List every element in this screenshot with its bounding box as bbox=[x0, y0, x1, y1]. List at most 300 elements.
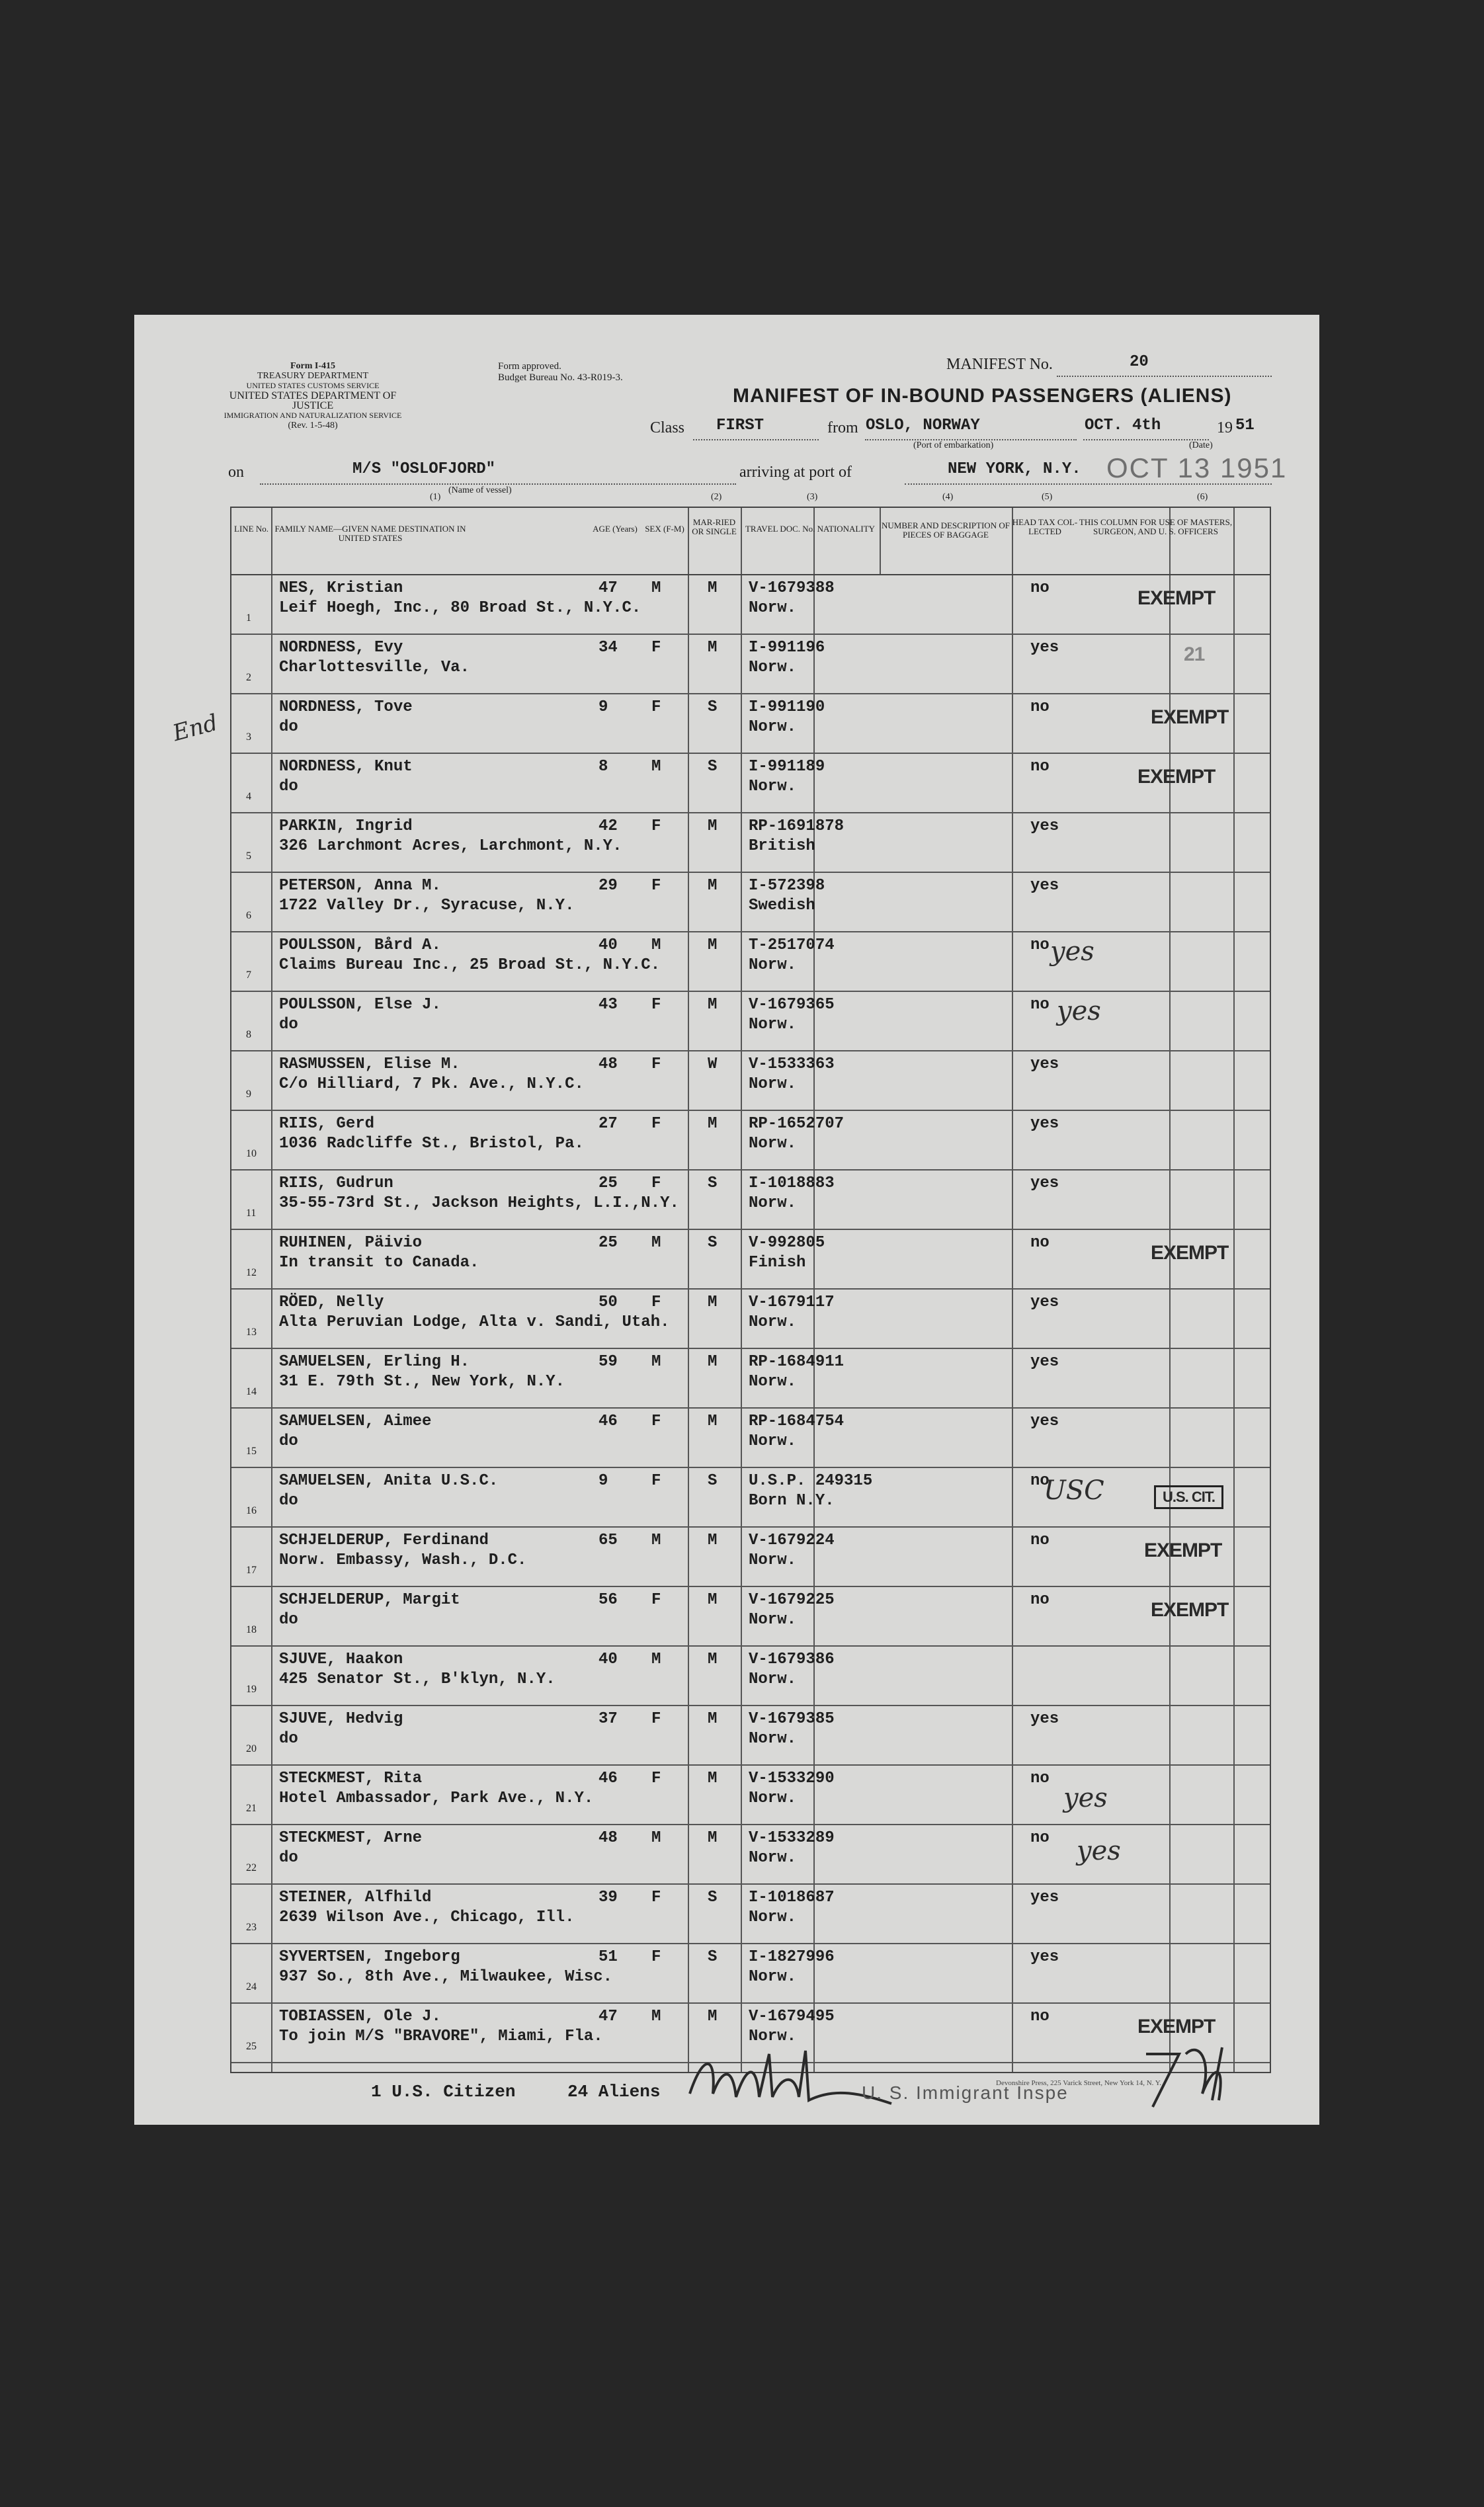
passenger-destination: In transit to Canada. bbox=[279, 1254, 479, 1272]
passenger-destination: 425 Senator St., B'klyn, N.Y. bbox=[279, 1670, 556, 1688]
passenger-destination: do bbox=[279, 778, 298, 796]
passenger-destination: 35-55-73rd St., Jackson Heights, L.I.,N.Y. bbox=[279, 1194, 679, 1212]
travel-doc-number: I-991189 bbox=[749, 758, 825, 776]
arriving-label: arriving at port of bbox=[739, 464, 852, 481]
table-row bbox=[231, 1169, 1270, 1230]
line-number: 7 bbox=[246, 969, 251, 981]
col-married: MAR-RIED OR SINGLE bbox=[692, 517, 737, 536]
marital-status: M bbox=[708, 877, 718, 895]
table-row bbox=[231, 1348, 1270, 1409]
head-tax-collected: yes bbox=[1030, 1889, 1059, 1907]
passenger-name: SCHJELDERUP, Margit bbox=[279, 1591, 460, 1609]
officer-stamp: EXEMPT bbox=[1151, 1599, 1229, 1621]
head-tax-collected: no bbox=[1030, 579, 1050, 597]
passenger-destination: do bbox=[279, 1016, 298, 1034]
passenger-sex: F bbox=[651, 1591, 661, 1609]
form-number: Form I-415 bbox=[290, 361, 336, 371]
passenger-name: SJUVE, Haakon bbox=[279, 1651, 403, 1668]
passenger-destination: Charlottesville, Va. bbox=[279, 659, 470, 677]
travel-doc-number: V-1679385 bbox=[749, 1710, 835, 1728]
passenger-destination: do bbox=[279, 1730, 298, 1748]
class-value: FIRST bbox=[716, 417, 764, 434]
travel-doc-number: V-1533363 bbox=[749, 1055, 835, 1073]
passenger-sex: M bbox=[651, 1651, 661, 1668]
passenger-age: 46 bbox=[598, 1413, 618, 1430]
passenger-name: NES, Kristian bbox=[279, 579, 403, 597]
travel-doc-number: V-992805 bbox=[749, 1234, 825, 1252]
table-row bbox=[231, 1050, 1270, 1111]
marital-status: M bbox=[708, 639, 718, 657]
head-tax-collected: no bbox=[1030, 1770, 1050, 1788]
officer-stamp: EXEMPT bbox=[1137, 766, 1216, 788]
nationality: Norw. bbox=[749, 599, 797, 617]
nationality: Norw. bbox=[749, 1016, 797, 1034]
marital-status: M bbox=[708, 1591, 718, 1609]
passenger-sex: F bbox=[651, 817, 661, 835]
line-number: 11 bbox=[246, 1208, 257, 1219]
nationality: Norw. bbox=[749, 1432, 797, 1450]
table-row bbox=[231, 1883, 1270, 1944]
marital-status: S bbox=[708, 758, 718, 776]
passenger-sex: M bbox=[651, 579, 661, 597]
nationality: Norw. bbox=[749, 778, 797, 796]
marital-status: S bbox=[708, 1889, 718, 1907]
head-tax-collected: no bbox=[1030, 1234, 1050, 1252]
passenger-age: 8 bbox=[598, 758, 608, 776]
column-number: (2) bbox=[711, 492, 722, 502]
travel-doc-number: V-1533290 bbox=[749, 1770, 835, 1788]
col-officers: THIS COLUMN FOR USE OF MASTERS, SURGEON, AND U. S. OFFICERS bbox=[1079, 517, 1233, 536]
from-label: from bbox=[827, 419, 858, 436]
table-row bbox=[231, 1586, 1270, 1647]
line-number: 2 bbox=[246, 672, 251, 683]
head-tax-collected: yes bbox=[1030, 1174, 1059, 1192]
passenger-age: 39 bbox=[598, 1889, 618, 1907]
passenger-destination: do bbox=[279, 1611, 298, 1629]
manifest-document bbox=[134, 315, 1319, 2125]
passenger-age: 25 bbox=[598, 1234, 618, 1252]
sailing-date: OCT. 4th bbox=[1085, 417, 1161, 434]
passenger-name: PETERSON, Anna M. bbox=[279, 877, 441, 895]
manifest-label: MANIFEST No. bbox=[946, 356, 1053, 373]
line-number: 23 bbox=[246, 1922, 257, 1933]
justice-department: UNITED STATES DEPARTMENT OF JUSTICE bbox=[229, 390, 397, 411]
passenger-age: 42 bbox=[598, 817, 618, 835]
officer-stamp: EXEMPT bbox=[1144, 1540, 1222, 1561]
passenger-name: SAMUELSEN, Anita U.S.C. bbox=[279, 1472, 499, 1490]
nationality: Norw. bbox=[749, 1789, 797, 1807]
nationality: Norw. bbox=[749, 1194, 797, 1212]
embarkation-caption: (Port of embarkation) bbox=[913, 440, 994, 450]
head-tax-collected: yes bbox=[1030, 1115, 1059, 1133]
line-number: 22 bbox=[246, 1862, 257, 1873]
passenger-sex: F bbox=[651, 1294, 661, 1311]
document-title: MANIFEST OF IN-BOUND PASSENGERS (ALIENS) bbox=[733, 385, 1232, 407]
line-number: 14 bbox=[246, 1386, 257, 1397]
passenger-destination: do bbox=[279, 1432, 298, 1450]
passenger-age: 48 bbox=[598, 1829, 618, 1847]
line-number: 6 bbox=[246, 910, 251, 921]
travel-doc-number: I-1018883 bbox=[749, 1174, 835, 1192]
passenger-name: RÖED, Nelly bbox=[279, 1294, 384, 1311]
inspector-initials bbox=[1139, 2034, 1239, 2114]
head-tax-collected: no bbox=[1030, 1591, 1050, 1609]
vessel-caption: (Name of vessel) bbox=[448, 485, 512, 495]
marital-status: S bbox=[708, 1472, 718, 1490]
nationality: Norw. bbox=[749, 1075, 797, 1093]
line-number: 21 bbox=[246, 1803, 257, 1814]
passenger-sex: F bbox=[651, 877, 661, 895]
nationality: Norw. bbox=[749, 956, 797, 974]
marital-status: M bbox=[708, 1829, 718, 1847]
nationality: Born N.Y. bbox=[749, 1492, 835, 1510]
passenger-name: RUHINEN, Päivio bbox=[279, 1234, 423, 1252]
col-age: AGE (Years) bbox=[593, 524, 638, 534]
line-number: 15 bbox=[246, 1446, 257, 1457]
class-label: Class bbox=[650, 419, 685, 436]
passenger-name: PARKIN, Ingrid bbox=[279, 817, 413, 835]
passenger-name: NORDNESS, Evy bbox=[279, 639, 403, 657]
passenger-destination: To join M/S "BRAVORE", Miami, Fla. bbox=[279, 2028, 603, 2045]
travel-doc-number: RP-1684911 bbox=[749, 1353, 845, 1371]
officer-stamp: EXEMPT bbox=[1151, 1242, 1229, 1264]
marital-status: S bbox=[708, 1174, 718, 1192]
passenger-age: 47 bbox=[598, 2008, 618, 2026]
passenger-name: SCHJELDERUP, Ferdinand bbox=[279, 1532, 489, 1549]
port-of-embarkation: OSLO, NORWAY bbox=[866, 417, 980, 434]
passenger-age: 9 bbox=[598, 1472, 608, 1490]
passenger-age: 48 bbox=[598, 1055, 618, 1073]
passenger-name: POULSSON, Bård A. bbox=[279, 936, 441, 954]
head-tax-collected: yes bbox=[1030, 1294, 1059, 1311]
passenger-sex: F bbox=[651, 1115, 661, 1133]
passenger-sex: F bbox=[651, 996, 661, 1014]
marital-status: W bbox=[708, 1055, 718, 1073]
table-row bbox=[231, 1943, 1270, 2004]
passenger-destination: 937 So., 8th Ave., Milwaukee, Wisc. bbox=[279, 1968, 613, 1986]
nationality: Swedish bbox=[749, 897, 815, 915]
passenger-destination: 31 E. 79th St., New York, N.Y. bbox=[279, 1373, 565, 1391]
passenger-age: 50 bbox=[598, 1294, 618, 1311]
passenger-sex: F bbox=[651, 639, 661, 657]
nationality: British bbox=[749, 837, 815, 855]
travel-doc-number: V-1679225 bbox=[749, 1591, 835, 1609]
marital-status: M bbox=[708, 996, 718, 1014]
col-travel-doc: TRAVEL DOC. No. NATIONALITY bbox=[745, 524, 876, 534]
nationality: Norw. bbox=[749, 1730, 797, 1748]
handwritten-tax-yes: yes bbox=[1077, 1836, 1121, 1866]
marital-status: S bbox=[708, 1948, 718, 1966]
passenger-destination: do bbox=[279, 1849, 298, 1867]
head-tax-collected: no bbox=[1030, 1532, 1050, 1549]
officer-stamp: EXEMPT bbox=[1137, 2016, 1216, 2037]
travel-doc-number: I-1018687 bbox=[749, 1889, 835, 1907]
col-baggage: NUMBER AND DESCRIPTION OF PIECES OF BAGGAGE bbox=[882, 520, 1010, 540]
passenger-destination: do bbox=[279, 718, 298, 736]
head-tax-collected: no bbox=[1030, 2008, 1050, 2026]
marital-status: M bbox=[708, 1651, 718, 1668]
table-row bbox=[231, 1288, 1270, 1349]
passenger-sex: M bbox=[651, 758, 661, 776]
passenger-age: 56 bbox=[598, 1591, 618, 1609]
table-row bbox=[231, 693, 1270, 754]
table-row bbox=[231, 1229, 1270, 1290]
head-tax-collected: no bbox=[1030, 1829, 1050, 1847]
officer-stamp: 21 bbox=[1184, 643, 1205, 665]
passenger-sex: F bbox=[651, 1413, 661, 1430]
marital-status: M bbox=[708, 936, 718, 954]
passenger-name: SYVERTSEN, Ingeborg bbox=[279, 1948, 460, 1966]
passenger-sex: M bbox=[651, 1234, 661, 1252]
line-number: 1 bbox=[246, 612, 251, 624]
passenger-destination: do bbox=[279, 1492, 298, 1510]
passenger-destination: 1722 Valley Dr., Syracuse, N.Y. bbox=[279, 897, 575, 915]
handwritten-tax-yes: yes bbox=[1063, 1783, 1108, 1813]
vessel-name: M/S "OSLOFJORD" bbox=[352, 460, 496, 478]
head-tax-collected: yes bbox=[1030, 877, 1059, 895]
travel-doc-number: RP-1684754 bbox=[749, 1413, 845, 1430]
table-row bbox=[231, 812, 1270, 873]
nationality: Norw. bbox=[749, 1611, 797, 1629]
form-approved: Form approved. bbox=[498, 361, 561, 372]
head-tax-collected: no bbox=[1030, 1472, 1050, 1490]
column-number: (6) bbox=[1197, 492, 1208, 502]
passenger-destination: Leif Hoegh, Inc., 80 Broad St., N.Y.C. bbox=[279, 599, 641, 617]
travel-doc-number: V-1679388 bbox=[749, 579, 835, 597]
column-number: (4) bbox=[942, 492, 954, 502]
travel-doc-number: I-1827996 bbox=[749, 1948, 835, 1966]
table-row bbox=[231, 931, 1270, 992]
passenger-sex: F bbox=[651, 1889, 661, 1907]
passenger-age: 47 bbox=[598, 579, 618, 597]
line-number: 17 bbox=[246, 1565, 257, 1576]
nationality: Finish bbox=[749, 1254, 806, 1272]
passenger-age: 37 bbox=[598, 1710, 618, 1728]
travel-doc-number: V-1679224 bbox=[749, 1532, 835, 1549]
line-number: 20 bbox=[246, 1743, 257, 1754]
table-row bbox=[231, 574, 1270, 635]
passenger-destination: 326 Larchmont Acres, Larchmont, N.Y. bbox=[279, 837, 622, 855]
line-number: 3 bbox=[246, 731, 251, 743]
treasury-department: TREASURY DEPARTMENT bbox=[257, 371, 369, 381]
passenger-name: RASMUSSEN, Elise M. bbox=[279, 1055, 460, 1073]
table-row bbox=[231, 1467, 1270, 1528]
marital-status: M bbox=[708, 817, 718, 835]
budget-bureau: Budget Bureau No. 43-R019-3. bbox=[498, 372, 623, 383]
line-number: 13 bbox=[246, 1327, 257, 1338]
passenger-sex: M bbox=[651, 1353, 661, 1371]
nationality: Norw. bbox=[749, 2028, 797, 2045]
marital-status: M bbox=[708, 1770, 718, 1788]
passenger-name: SAMUELSEN, Aimee bbox=[279, 1413, 432, 1430]
head-tax-collected: yes bbox=[1030, 1353, 1059, 1371]
table-header bbox=[231, 508, 1270, 575]
margin-note: End bbox=[169, 709, 221, 747]
line-number: 10 bbox=[246, 1148, 257, 1159]
table-row bbox=[231, 1645, 1270, 1706]
passenger-destination: Norw. Embassy, Wash., D.C. bbox=[279, 1551, 527, 1569]
nationality: Norw. bbox=[749, 659, 797, 677]
line-number: 25 bbox=[246, 2041, 257, 2052]
travel-doc-number: U.S.P. 249315 bbox=[749, 1472, 873, 1490]
table-row bbox=[231, 1110, 1270, 1171]
nationality: Norw. bbox=[749, 718, 797, 736]
nationality: Norw. bbox=[749, 1551, 797, 1569]
passenger-sex: F bbox=[651, 1174, 661, 1192]
arrival-date-stamp: OCT 13 1951 bbox=[1106, 452, 1288, 483]
passenger-name: RIIS, Gerd bbox=[279, 1115, 375, 1133]
line-number: 12 bbox=[246, 1267, 257, 1278]
marital-status: M bbox=[708, 1115, 718, 1133]
printer-credit: Devonshire Press, 225 Varick Street, New York 14, N. Y. bbox=[996, 2079, 1162, 2087]
passenger-name: NORDNESS, Knut bbox=[279, 758, 413, 776]
line-number: 18 bbox=[246, 1624, 257, 1635]
port-of-arrival: NEW YORK, N.Y. bbox=[948, 460, 1081, 478]
passenger-age: 65 bbox=[598, 1532, 618, 1549]
table-row bbox=[231, 872, 1270, 932]
travel-doc-number: V-1679365 bbox=[749, 996, 835, 1014]
marital-status: M bbox=[708, 1294, 718, 1311]
on-label: on bbox=[228, 464, 244, 481]
passenger-name: STECKMEST, Arne bbox=[279, 1829, 423, 1847]
nationality: Norw. bbox=[749, 1135, 797, 1153]
alien-count: 24 Aliens bbox=[567, 2082, 661, 2102]
passenger-sex: M bbox=[651, 1532, 661, 1549]
passenger-destination: Hotel Ambassador, Park Ave., N.Y. bbox=[279, 1789, 594, 1807]
passenger-destination: Alta Peruvian Lodge, Alta v. Sandi, Utah. bbox=[279, 1313, 670, 1331]
head-tax-collected: no bbox=[1030, 758, 1050, 776]
date-caption: (Date) bbox=[1189, 440, 1213, 450]
table-row bbox=[231, 1526, 1270, 1587]
passenger-name: RIIS, Gudrun bbox=[279, 1174, 393, 1192]
passenger-age: 40 bbox=[598, 1651, 618, 1668]
passenger-sex: F bbox=[651, 1948, 661, 1966]
head-tax-collected: yes bbox=[1030, 817, 1059, 835]
marital-status: S bbox=[708, 698, 718, 716]
travel-doc-number: I-572398 bbox=[749, 877, 825, 895]
marital-status: M bbox=[708, 579, 718, 597]
passenger-age: 34 bbox=[598, 639, 618, 657]
ins-service: IMMIGRATION AND NATURALIZATION SERVICE bbox=[224, 411, 402, 420]
passenger-sex: M bbox=[651, 2008, 661, 2026]
travel-doc-number: RP-1691878 bbox=[749, 817, 845, 835]
line-number: 8 bbox=[246, 1029, 251, 1040]
passenger-age: 29 bbox=[598, 877, 618, 895]
head-tax-collected: no bbox=[1030, 996, 1050, 1014]
marital-status: S bbox=[708, 1234, 718, 1252]
passenger-name: NORDNESS, Tove bbox=[279, 698, 413, 716]
passenger-age: 59 bbox=[598, 1353, 618, 1371]
nationality: Norw. bbox=[749, 1313, 797, 1331]
head-tax-collected: yes bbox=[1030, 1948, 1059, 1966]
passenger-sex: F bbox=[651, 1055, 661, 1073]
passenger-name: STECKMEST, Rita bbox=[279, 1770, 423, 1788]
passenger-sex: F bbox=[651, 1710, 661, 1728]
handwritten-tax-yes: yes bbox=[1057, 996, 1101, 1026]
travel-doc-number: I-991196 bbox=[749, 639, 825, 657]
year-prefix: 19 bbox=[1217, 419, 1233, 436]
revision: (Rev. 1-5-48) bbox=[288, 421, 338, 431]
passenger-sex: F bbox=[651, 1770, 661, 1788]
passenger-name: STEINER, Alfhild bbox=[279, 1889, 432, 1907]
col-sex: SEX (F-M) bbox=[645, 524, 684, 534]
us-citizen-count: 1 U.S. Citizen bbox=[371, 2082, 516, 2102]
inspector-stamp: U. S. Immigrant Inspe bbox=[862, 2082, 1069, 2103]
passenger-sex: M bbox=[651, 1829, 661, 1847]
line-number: 5 bbox=[246, 850, 251, 862]
passenger-sex: F bbox=[651, 698, 661, 716]
table-row bbox=[231, 1407, 1270, 1468]
marital-status: M bbox=[708, 1413, 718, 1430]
line-number: 24 bbox=[246, 1981, 257, 1993]
passenger-destination: C/o Hilliard, 7 Pk. Ave., N.Y.C. bbox=[279, 1075, 584, 1093]
manifest-number: 20 bbox=[1130, 353, 1149, 371]
head-tax-collected: yes bbox=[1030, 1055, 1059, 1073]
officer-stamp: EXEMPT bbox=[1151, 706, 1229, 728]
passenger-age: 51 bbox=[598, 1948, 618, 1966]
table-row bbox=[231, 991, 1270, 1051]
passenger-name: SJUVE, Hedvig bbox=[279, 1710, 403, 1728]
head-tax-collected: yes bbox=[1030, 1413, 1059, 1430]
column-number: (3) bbox=[807, 492, 818, 502]
passenger-age: 46 bbox=[598, 1770, 618, 1788]
handwritten-tax-yes: yes bbox=[1050, 936, 1094, 967]
nationality: Norw. bbox=[749, 1849, 797, 1867]
passenger-age: 43 bbox=[598, 996, 618, 1014]
table-row bbox=[231, 753, 1270, 813]
head-tax-collected: no bbox=[1030, 936, 1050, 954]
nationality: Norw. bbox=[749, 1968, 797, 1986]
marital-status: M bbox=[708, 2008, 718, 2026]
head-tax-collected: yes bbox=[1030, 639, 1059, 657]
passenger-name: TOBIASSEN, Ole J. bbox=[279, 2008, 441, 2026]
line-number: 9 bbox=[246, 1089, 251, 1100]
passenger-name: POULSSON, Else J. bbox=[279, 996, 441, 1014]
passenger-destination: Claims Bureau Inc., 25 Broad St., N.Y.C. bbox=[279, 956, 661, 974]
handwritten-usc: USC bbox=[1044, 1475, 1104, 1506]
nationality: Norw. bbox=[749, 1373, 797, 1391]
passenger-destination: 1036 Radcliffe St., Bristol, Pa. bbox=[279, 1135, 584, 1153]
table-row bbox=[231, 634, 1270, 694]
nationality: Norw. bbox=[749, 1670, 797, 1688]
passenger-age: 25 bbox=[598, 1174, 618, 1192]
passenger-age: 27 bbox=[598, 1115, 618, 1133]
column-number: (5) bbox=[1042, 492, 1053, 502]
passenger-age: 9 bbox=[598, 698, 608, 716]
marital-status: M bbox=[708, 1710, 718, 1728]
travel-doc-number: T-2517074 bbox=[749, 936, 835, 954]
travel-doc-number: V-1679495 bbox=[749, 2008, 835, 2026]
customs-service: UNITED STATES CUSTOMS SERVICE bbox=[246, 381, 380, 390]
line-number: 4 bbox=[246, 791, 251, 802]
passenger-sex: F bbox=[651, 1472, 661, 1490]
col-line: LINE No. bbox=[234, 524, 268, 534]
travel-doc-number: RP-1652707 bbox=[749, 1115, 845, 1133]
passenger-age: 40 bbox=[598, 936, 618, 954]
passenger-destination: 2639 Wilson Ave., Chicago, Ill. bbox=[279, 1909, 575, 1926]
officer-stamp: EXEMPT bbox=[1137, 587, 1216, 609]
line-number: 16 bbox=[246, 1505, 257, 1516]
officer-stamp: U.S. CIT. bbox=[1154, 1485, 1223, 1509]
travel-doc-number: I-991190 bbox=[749, 698, 825, 716]
year-value: 51 bbox=[1235, 417, 1255, 434]
table-row bbox=[231, 1705, 1270, 1766]
nationality: Norw. bbox=[749, 1909, 797, 1926]
travel-doc-number: V-1533289 bbox=[749, 1829, 835, 1847]
marital-status: M bbox=[708, 1532, 718, 1549]
table-row bbox=[231, 1764, 1270, 1825]
marital-status: M bbox=[708, 1353, 718, 1371]
